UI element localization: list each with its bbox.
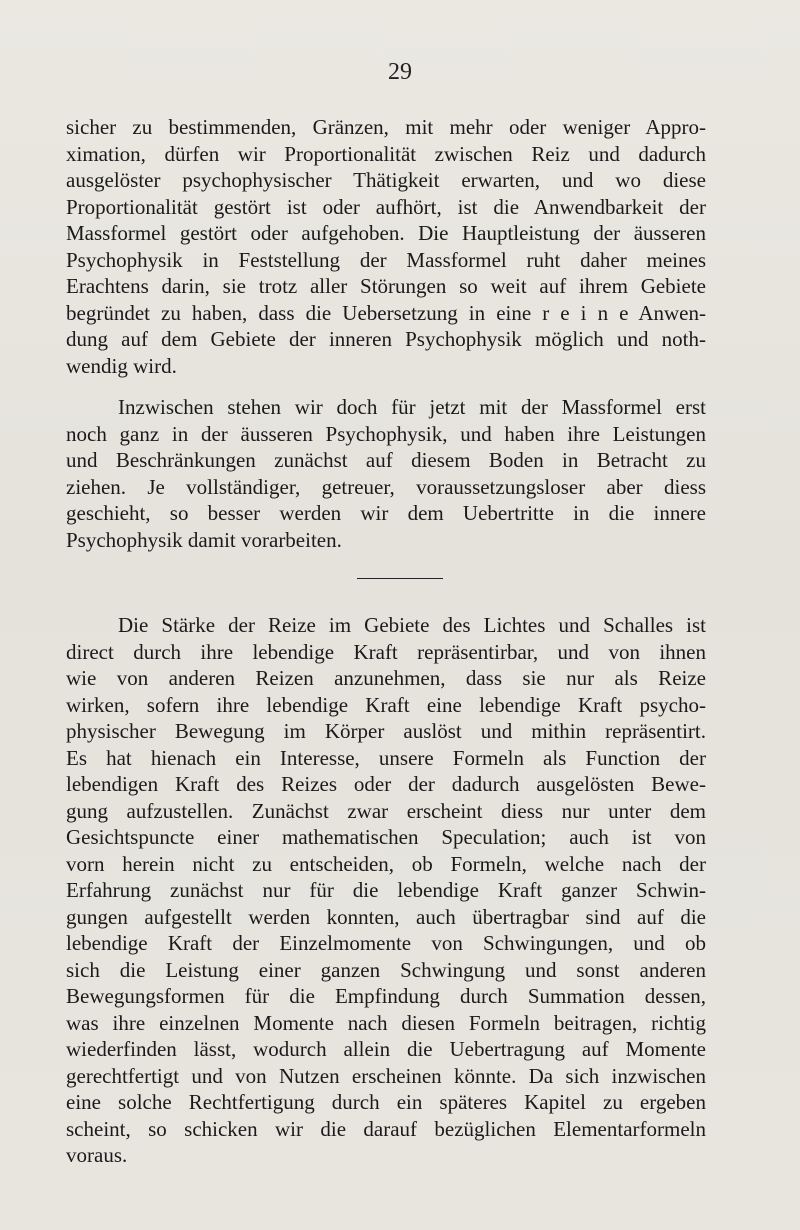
text-line: sicher zu bestimmenden, Gränzen, mit mehr oder weniger Appro- (66, 115, 706, 139)
text-line: lebendige Kraft der Einzelmomente von Schwingungen, und ob (66, 931, 706, 955)
text-line: Gesichtspuncte einer mathematischen Speculation; auch ist von (66, 825, 706, 849)
paragraph-3 (66, 612, 706, 1169)
text-line: Proportionalität gestört ist oder aufhört, ist die Anwendbarkeit der (66, 194, 706, 219)
text-line: scheint, so schicken wir die darauf bezüglichen Elementarformeln (66, 1116, 706, 1141)
text-line: und Beschränkungen zunächst auf diesem Boden in Betracht zu (66, 448, 706, 472)
text-line: wie von anderen Reizen anzunehmen, dass sie nur als Reize (66, 666, 706, 690)
text-line: gung aufzustellen. Zunächst zwar erscheint diess nur unter dem (66, 798, 706, 823)
paragraph-1 (66, 114, 706, 379)
text-line: wiederfinden lässt, wodurch allein die Uebertragung auf Momente (66, 1037, 706, 1061)
text-line: wendig wird. (66, 353, 177, 378)
text-line: ximation, dürfen wir Proportionalität zwischen Reiz und dadurch (66, 141, 706, 166)
text-line: Inzwischen stehen wir doch für jetzt mit der Massformel erst (118, 395, 706, 419)
text-line: Erachtens darin, sie trotz aller Störungen so weit auf ihrem Gebiete (66, 274, 706, 298)
text-line: Massformel gestört oder aufgehoben. Die Hauptleistung der äusseren (66, 221, 706, 245)
text-line: dung auf dem Gebiete der inneren Psychophysik möglich und noth- (66, 327, 706, 351)
text-line: Erfahrung zunächst nur für die lebendige Kraft ganzer Schwin- (66, 878, 706, 902)
text-line: Bewegungsformen für die Empfindung durch Summation dessen, (66, 984, 706, 1008)
text-line: Psychophysik damit vorarbeiten. (66, 527, 342, 552)
text-line: begründet zu haben, dass die Uebersetzung in eine r e i n e Anwen- (66, 300, 706, 325)
text-line: ziehen. Je vollständiger, getreuer, voraussetzungsloser aber diess (66, 474, 706, 499)
text-line: lebendigen Kraft des Reizes oder der dadurch ausgelösten Bewe- (66, 772, 706, 796)
text-line: was ihre einzelnen Momente nach diesen Formeln beitragen, richtig (66, 1010, 706, 1035)
text-line: Psychophysik in Feststellung der Massformel ruht daher meines (66, 247, 706, 272)
text-line: vorn herein nicht zu entscheiden, ob Formeln, welche nach der (66, 851, 706, 876)
text-line: direct durch ihre lebendige Kraft repräsentirbar, und von ihnen (66, 639, 706, 664)
text-line: wirken, sofern ihre lebendige Kraft eine lebendige Kraft psycho- (66, 692, 706, 717)
text-line: gerechtfertigt und von Nutzen erscheinen könnte. Da sich inzwischen (66, 1063, 706, 1088)
text-line: geschieht, so besser werden wir dem Uebertritte in die innere (66, 501, 706, 525)
text-line: voraus. (66, 1143, 128, 1167)
text-line: Die Stärke der Reize im Gebiete des Lichtes und Schalles ist (118, 613, 706, 637)
text-line: gungen aufgestellt werden konnten, auch übertragbar sind auf die (66, 904, 706, 929)
text-line: physischer Bewegung im Körper auslöst und mithin repräsentirt. (66, 719, 706, 743)
paragraph-2 (66, 394, 706, 553)
text-line: Es hat hienach ein Interesse, unsere Formeln als Function der (66, 745, 706, 770)
section-divider (357, 578, 443, 579)
text-line: ausgelöster psychophysischer Thätigkeit erwarten, und wo diese (66, 168, 706, 192)
page-number: 29 (388, 59, 412, 85)
text-line: noch ganz in der äusseren Psychophysik, und haben ihre Leistungen (66, 421, 706, 446)
text-line: eine solche Rechtfertigung durch ein späteres Kapitel zu ergeben (66, 1090, 706, 1114)
text-line: sich die Leistung einer ganzen Schwingung und sonst anderen (66, 957, 706, 982)
